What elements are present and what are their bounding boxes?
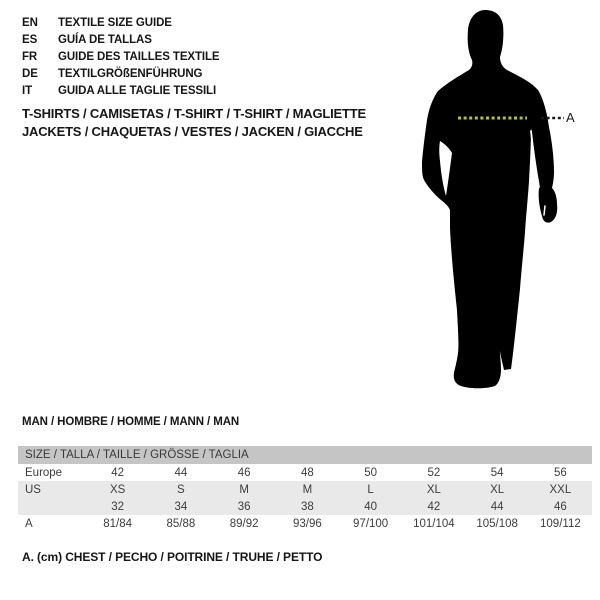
table-row-europe [18, 464, 592, 481]
language-row-fr [22, 48, 220, 65]
measurement-footnote: A. (cm) CHEST / PECHO / POITRINE / TRUHE / PETTO [22, 550, 323, 564]
size-cell: 109/112 [540, 517, 581, 530]
language-row-de [22, 65, 220, 82]
row-label: A [25, 517, 33, 530]
size-cell: 38 [300, 500, 314, 513]
language-code: IT [22, 84, 33, 97]
size-cell: 93/96 [292, 517, 322, 530]
size-cell: 89/92 [229, 517, 259, 530]
table-row-chest-cm [18, 515, 592, 532]
hand-finger-detail [544, 206, 545, 215]
man-silhouette-graphic [400, 0, 600, 400]
size-cell: 46 [553, 500, 567, 513]
language-code: ES [22, 33, 38, 46]
size-cell: 44 [174, 466, 188, 479]
language-code: EN [22, 16, 38, 29]
category-line-jackets: JACKETS / CHAQUETAS / VESTES / JACKEN / GIACCHE [22, 123, 363, 139]
size-cell: 54 [490, 466, 504, 479]
man-silhouette [422, 10, 557, 388]
table-row-us [18, 481, 592, 498]
size-cell: 44 [490, 500, 504, 513]
size-cell: M [302, 483, 313, 496]
size-cell: 36 [237, 500, 251, 513]
size-cell: 85/88 [166, 517, 196, 530]
size-table-header: SIZE / TALLA / TAILLE / GRÖSSE / TAGLIA [18, 446, 592, 464]
row-label: US [25, 483, 41, 496]
size-table [18, 446, 592, 532]
size-cell: 32 [111, 500, 125, 513]
measure-label-a: A [566, 110, 575, 125]
section-heading-man: MAN / HOMBRE / HOMME / MANN / MAN [22, 416, 240, 428]
size-cell: 34 [174, 500, 188, 513]
size-cell: 56 [553, 466, 567, 479]
size-cell: S [177, 483, 185, 496]
language-row-en [22, 14, 220, 31]
size-cell: 81/84 [103, 517, 133, 530]
language-label: TEXTILGRÖßENFÜHRUNG [58, 67, 203, 80]
language-label: GUIDA ALLE TAGLIE TESSILI [58, 84, 217, 97]
size-cell: 50 [364, 466, 378, 479]
language-label: TEXTILE SIZE GUIDE [58, 16, 172, 29]
size-cell: 42 [427, 500, 441, 513]
size-cell: 105/108 [476, 517, 518, 530]
man-figure [400, 0, 600, 400]
size-cell: XL [426, 483, 441, 496]
size-cell: 97/100 [353, 517, 389, 530]
size-cell: 52 [427, 466, 441, 479]
language-row-it [22, 82, 220, 99]
category-line-tshirts: T-SHIRTS / CAMISETAS / T-SHIRT / T-SHIRT / MAGLIETTE [22, 106, 366, 121]
size-cell: L [367, 483, 374, 496]
language-row-es [22, 31, 220, 48]
size-cell: XL [490, 483, 505, 496]
language-label: GUÍA DE TALLAS [58, 33, 152, 46]
size-cell: XS [109, 483, 126, 496]
size-cell: 101/104 [413, 517, 455, 530]
language-code: DE [22, 67, 38, 80]
garment-categories [22, 105, 366, 140]
size-cell: XXL [549, 483, 572, 496]
table-row-uk-numeric [18, 498, 592, 515]
size-cell: M [239, 483, 249, 496]
size-cell: 48 [300, 466, 314, 479]
size-cell: 46 [237, 466, 251, 479]
language-label: GUIDE DES TAILLES TEXTILE [58, 50, 220, 63]
language-code: FR [22, 50, 38, 63]
size-cell: 42 [111, 466, 125, 479]
language-list [22, 14, 220, 99]
size-cell: 40 [364, 500, 378, 513]
row-label: Europe [25, 466, 63, 479]
